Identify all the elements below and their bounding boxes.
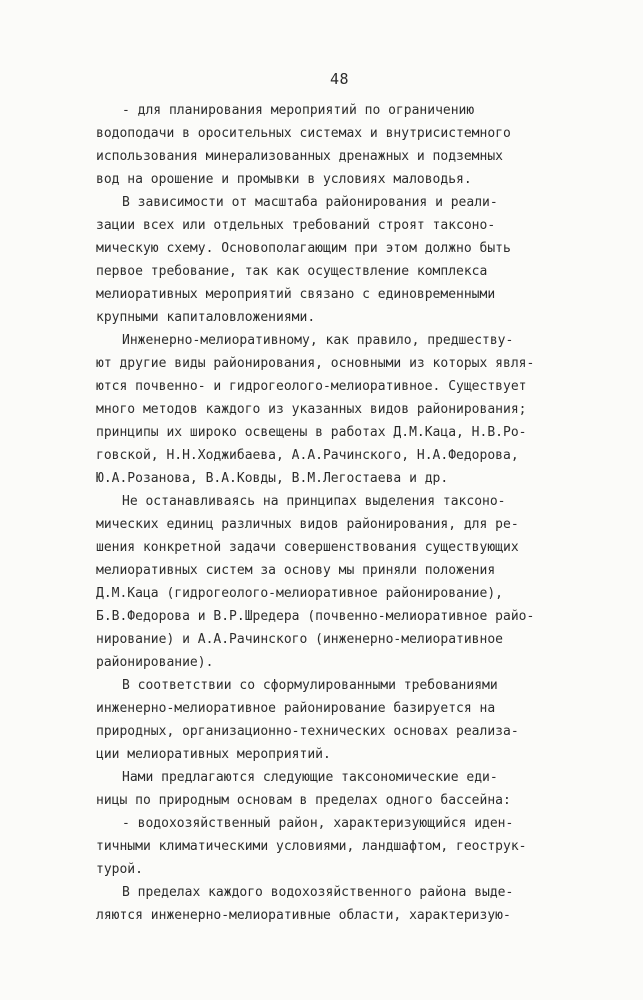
text-line: мелиоративных систем за основу мы приняли положения: [96, 563, 496, 578]
text-line: - для планирования мероприятий по ограничению: [122, 103, 475, 118]
text-line: вод на орошение и промывки в условиях маловодья.: [96, 172, 472, 187]
text-line: В зависимости от масштаба районирования и реали-: [122, 195, 498, 210]
text-line: водоподачи в оросительных системах и внутрисистемного: [96, 126, 511, 141]
text-line: мелиоративных мероприятий связано с единовременными: [96, 287, 496, 302]
text-line: ции мелиоративных мероприятий.: [96, 747, 331, 762]
text-line: ницы по природным основам в пределах одного бассейна:: [96, 793, 511, 808]
text-line: ют другие виды районирования, основными из которых явля-: [96, 356, 535, 371]
text-line: природных, организационно-технических основах реализа-: [96, 724, 519, 739]
text-line: тичными климатическими условиями, ландшафтом, геострук-: [96, 839, 527, 854]
text-line: районирование).: [96, 655, 214, 670]
text-line: зации всех или отдельных требований строят таксоно-: [96, 218, 496, 233]
text-line: Б.В.Федорова и В.Р.Шредера (почвенно-мелиоративное райо-: [96, 609, 535, 624]
text-line: В пределах каждого водохозяйственного района выде-: [122, 885, 514, 900]
text-line: Не останавливаясь на принципах выделения таксоно-: [122, 494, 506, 509]
text-line: ются почвенно- и гидрогеолого-мелиоративное. Существует: [96, 379, 527, 394]
text-line: Д.М.Каца (гидрогеолого-мелиоративное районирование),: [96, 586, 503, 601]
text-line: Инженерно-мелиоративному, как правило, предшеству-: [122, 333, 514, 348]
text-line: турой.: [96, 862, 143, 877]
text-line: принципы их широко освещены в работах Д.М.Каца, Н.В.Ро-: [96, 425, 527, 440]
text-line: В соответствии со сформулированными требованиями: [122, 678, 498, 693]
text-line: нирование) и А.А.Рачинского (инженерно-мелиоративное: [96, 632, 503, 647]
text-line: говской, Н.Н.Ходжибаева, А.А.Рачинского, Н.А.Федорова,: [96, 448, 519, 463]
page-number: 48: [330, 70, 350, 88]
text-line: инженерно-мелиоративное районирование базируется на: [96, 701, 496, 716]
text-line: первое требование, так как осуществление комплекса: [96, 264, 488, 279]
text-line: крупными капиталовложениями.: [96, 310, 316, 325]
text-line: Нами предлагаются следующие таксономические еди-: [122, 770, 498, 785]
text-line: шения конкретной задачи совершенствования существующих: [96, 540, 519, 555]
text-line: - водохозяйственный район, характеризующийся иден-: [122, 816, 514, 831]
text-line: мическую схему. Основополагающим при этом должно быть: [96, 241, 511, 256]
text-line: использования минерализованных дренажных и подземных: [96, 149, 503, 164]
text-line: ляются инженерно-мелиоративные области, характеризую-: [96, 908, 511, 923]
text-line: мических единиц различных видов районирования, для ре-: [96, 517, 519, 532]
text-line: много методов каждого из указанных видов районирования;: [96, 402, 527, 417]
text-line: Ю.А.Розанова, В.А.Ковды, В.М.Легостаева и др.: [96, 471, 449, 486]
